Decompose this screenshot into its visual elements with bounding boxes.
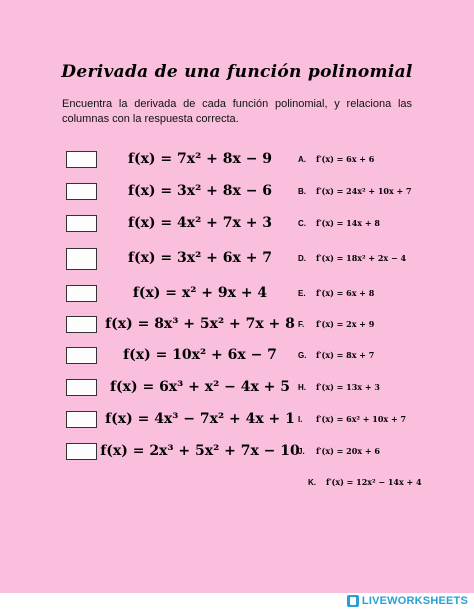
answer-input-box[interactable]	[66, 443, 97, 460]
option-expression: f′(x) = 14x + 8	[316, 218, 380, 228]
option-letter: G.	[298, 351, 307, 360]
liveworksheets-logo-icon	[347, 595, 359, 607]
function-equation: f(x) = 2x³ + 5x² + 7x − 10	[100, 443, 300, 459]
option-b	[298, 186, 412, 196]
liveworksheets-logo[interactable]	[347, 595, 468, 607]
function-equation: f(x) = 3x² + 8x − 6	[127, 183, 273, 199]
option-letter: H.	[298, 383, 306, 392]
exercise-row	[0, 379, 474, 405]
option-expression: f′(x) = 18x² + 2x − 4	[316, 253, 407, 263]
answer-input-box[interactable]	[66, 215, 97, 232]
worksheet-title: Derivada de una función polinomial	[61, 62, 413, 82]
exercise-row	[0, 215, 474, 241]
option-expression: f′(x) = 6x + 6	[316, 154, 375, 164]
option-letter: C.	[298, 219, 306, 228]
answer-input-box[interactable]	[66, 379, 97, 396]
function-equation: f(x) = 7x² + 8x − 9	[127, 151, 273, 167]
answer-input-box[interactable]	[66, 183, 97, 200]
exercise-row	[0, 183, 474, 209]
function-equation: f(x) = 6x³ + x² − 4x + 5	[109, 379, 291, 395]
instructions-text: Encuentra la derivada de cada función polinomial, y relaciona las columnas con la respuesta correcta.	[62, 98, 412, 125]
option-letter: I.	[298, 415, 303, 424]
answer-input-box[interactable]	[66, 151, 97, 168]
option-expression: f′(x) = 12x² − 14x + 4	[326, 477, 422, 487]
option-letter: F.	[298, 320, 305, 329]
option-i	[298, 414, 406, 424]
option-expression: f′(x) = 24x² + 10x + 7	[316, 186, 412, 196]
function-equation: f(x) = 4x³ − 7x² + 4x + 1	[105, 411, 295, 427]
function-equation: f(x) = 4x² + 7x + 3	[127, 215, 273, 231]
option-g	[298, 350, 374, 360]
answer-input-box[interactable]	[66, 347, 97, 364]
option-expression: f′(x) = 13x + 3	[316, 382, 380, 392]
option-letter: B.	[298, 187, 306, 196]
exercise-row	[0, 151, 474, 177]
function-equation: f(x) = 3x² + 6x + 7	[127, 250, 273, 266]
answer-input-box[interactable]	[66, 316, 97, 333]
option-e	[298, 288, 374, 298]
option-j	[298, 446, 380, 456]
option-f	[298, 319, 374, 329]
option-letter: K.	[308, 478, 316, 487]
answer-input-box[interactable]	[66, 248, 97, 270]
exercise-row	[0, 248, 474, 274]
answer-input-box[interactable]	[66, 411, 97, 428]
option-expression: f′(x) = 6x + 8	[316, 288, 375, 298]
logo-text: LIVEWORKSHEETS	[361, 595, 468, 607]
option-c	[298, 218, 380, 228]
option-expression: f′(x) = 2x + 9	[316, 319, 375, 329]
option-letter: D.	[298, 254, 306, 263]
exercise-row	[0, 347, 474, 373]
option-letter: J.	[298, 447, 305, 456]
option-expression: f′(x) = 8x + 7	[316, 350, 375, 360]
option-expression: f′(x) = 6x² + 10x + 7	[316, 414, 407, 424]
option-k	[308, 477, 422, 487]
option-a	[298, 154, 374, 164]
answer-input-box[interactable]	[66, 285, 97, 302]
function-equation: f(x) = 8x³ + 5x² + 7x + 8	[105, 316, 295, 332]
exercise-row	[0, 443, 474, 469]
option-expression: f′(x) = 20x + 6	[316, 446, 380, 456]
function-equation: f(x) = 10x² + 6x − 7	[123, 347, 277, 363]
exercise-row	[0, 316, 474, 342]
option-d	[298, 253, 406, 263]
option-h	[298, 382, 380, 392]
option-letter: E.	[298, 289, 306, 298]
exercise-row	[0, 411, 474, 437]
option-letter: A.	[298, 155, 306, 164]
exercise-row	[0, 285, 474, 311]
function-equation: f(x) = x² + 9x + 4	[132, 285, 268, 301]
